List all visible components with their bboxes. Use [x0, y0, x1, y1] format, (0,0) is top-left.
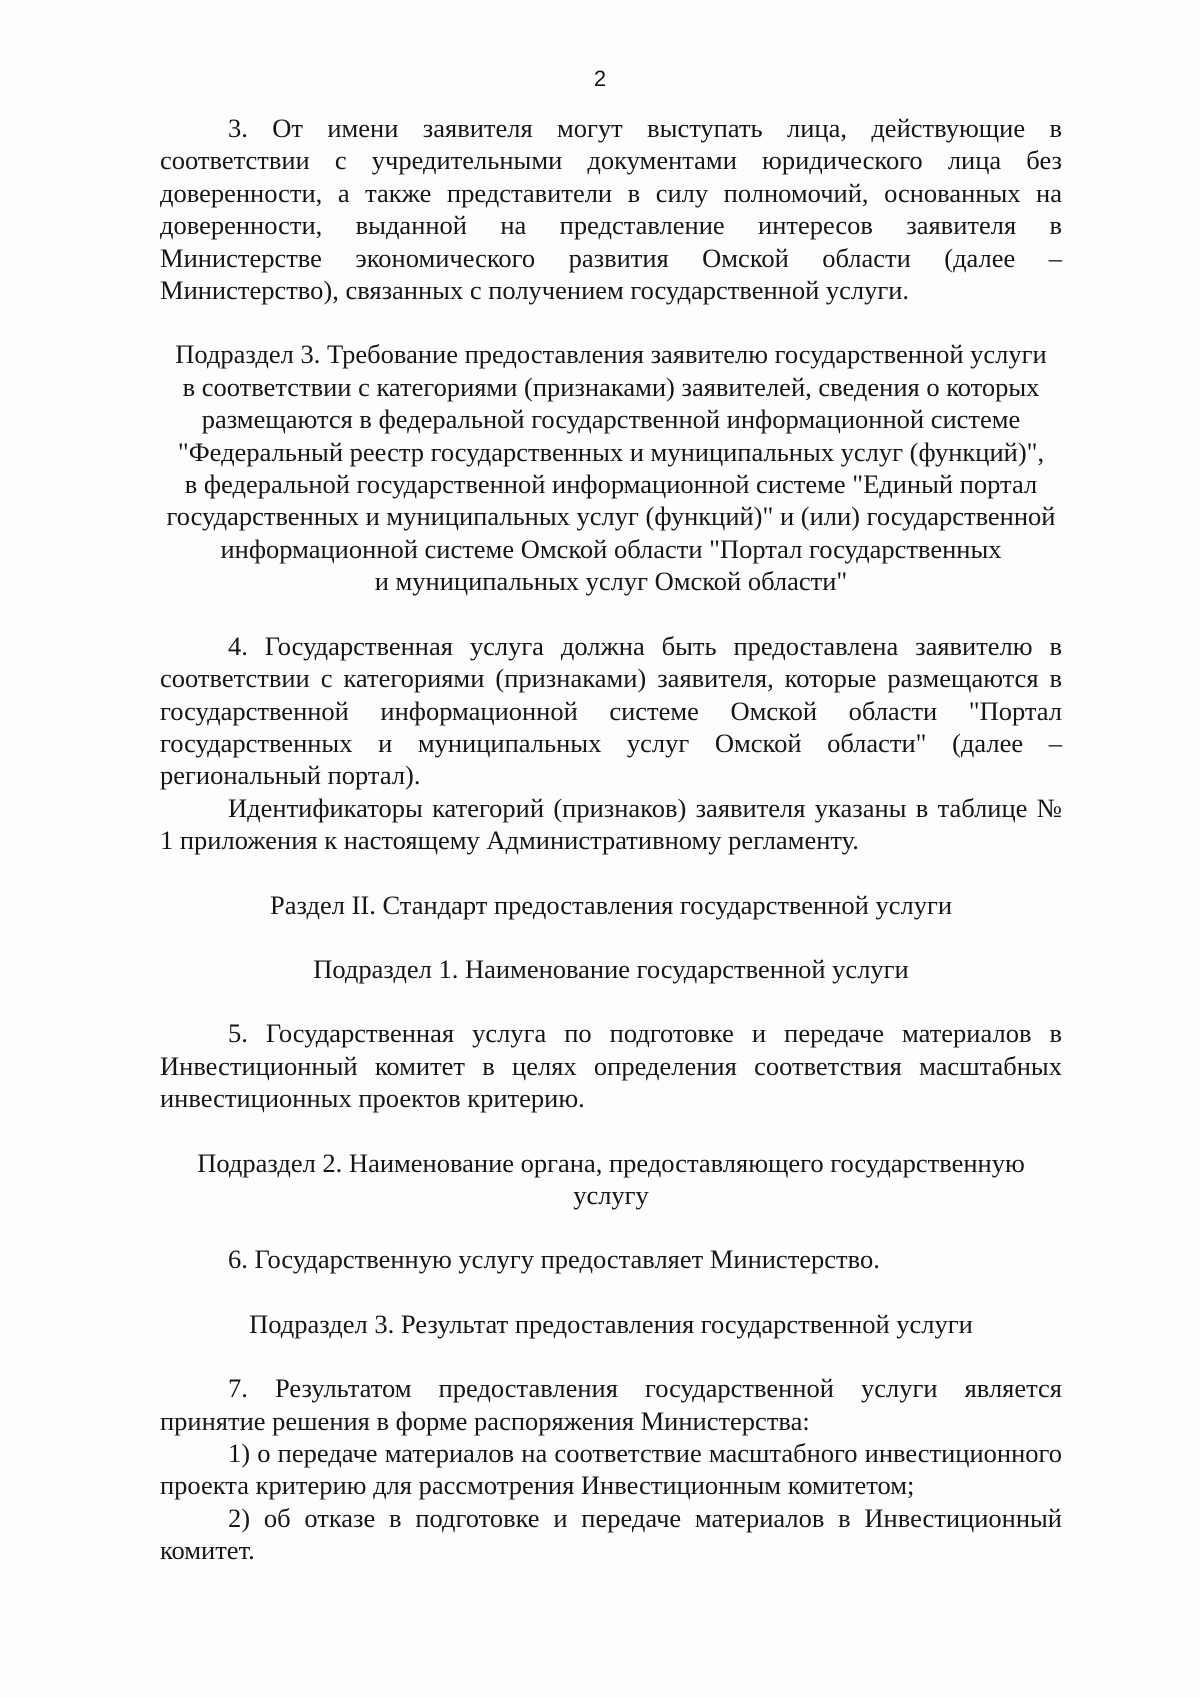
heading-line: "Федеральный реестр государственных и муниципальных услуг (функций)",: [177, 436, 1045, 467]
heading-line: услугу: [573, 1179, 649, 1210]
paragraph-7: 7. Результатом предоставления государственной услуги является принятие решения в форме распоряжения Министерства:: [160, 1373, 1062, 1436]
section-2-subsection-1-heading: Подраздел 1. Наименование государственной услуги: [313, 953, 909, 984]
section-2-subsection-2-heading: [160, 1147, 1062, 1212]
list-item-2: 2) об отказе в подготовке и передаче материалов в Инвестиционный комитет.: [160, 1502, 1062, 1566]
paragraph-5: 5. Государственная услуга по подготовке и передаче материалов в Инвестиционный комитет в целях определения соответствия масштабных инвестиционных проектов критерию.: [160, 1018, 1062, 1114]
subsection-3-heading: [160, 338, 1062, 597]
heading-line: размещаются в федеральной государственной информационной системе: [201, 404, 1021, 435]
list-item-1: 1) о передаче материалов на соответствие масштабного инвестиционного проекта критерию для рассмотрения Инвестиционным комитетом;: [160, 1438, 1062, 1501]
heading-line: и муниципальных услуг Омской области": [374, 566, 848, 597]
paragraph-3: 3. От имени заявителя могут выступать лица, действующие в соответствии с учредительными документами юридического лица без доверенности, а также представители в силу полномочий, основанных на доверенности, выданной на представление интересов заявителя в Министерстве экономического развития Омской области (далее – Министерство), связанных с получением государственной услуги.: [160, 113, 1062, 306]
section-2-subsection-3-heading: Подраздел 3. Результат предоставления государственной услуги: [249, 1308, 973, 1339]
paragraph-4: 4. Государственная услуга должна быть предоставлена заявителю в соответствии с категориями (признаками) заявителя, которые размещаются в государственной информационной системе Омской области "Портал государственных и муниципальных услуг Омской области" (далее – региональный портал).: [160, 630, 1062, 791]
heading-line: в федеральной государственной информационной системе "Единый портал: [184, 469, 1038, 500]
page-number: 2: [593, 66, 607, 91]
heading-line: информационной системе Омской области "Портал государственных: [220, 533, 1002, 564]
heading-line: Подраздел 2. Наименование органа, предоставляющего государственную: [197, 1147, 1025, 1178]
paragraph-4-identifiers: Идентификаторы категорий (признаков) заявителя указаны в таблице № 1 приложения к настоящему Административному регламенту.: [160, 792, 1062, 856]
heading-line: государственных и муниципальных услуг (функций)" и (или) государственной: [166, 501, 1056, 532]
paragraph-6: 6. Государственную услугу предоставляет Министерство.: [228, 1244, 880, 1275]
document-body: [160, 112, 1062, 1567]
heading-line: Подраздел 3. Требование предоставления заявителю государственной услуги: [175, 339, 1047, 370]
heading-line: в соответствии с категориями (признаками) заявителей, сведения о которых: [182, 371, 1040, 402]
section-2-heading: Раздел II. Стандарт предоставления государственной услуги: [269, 889, 953, 920]
